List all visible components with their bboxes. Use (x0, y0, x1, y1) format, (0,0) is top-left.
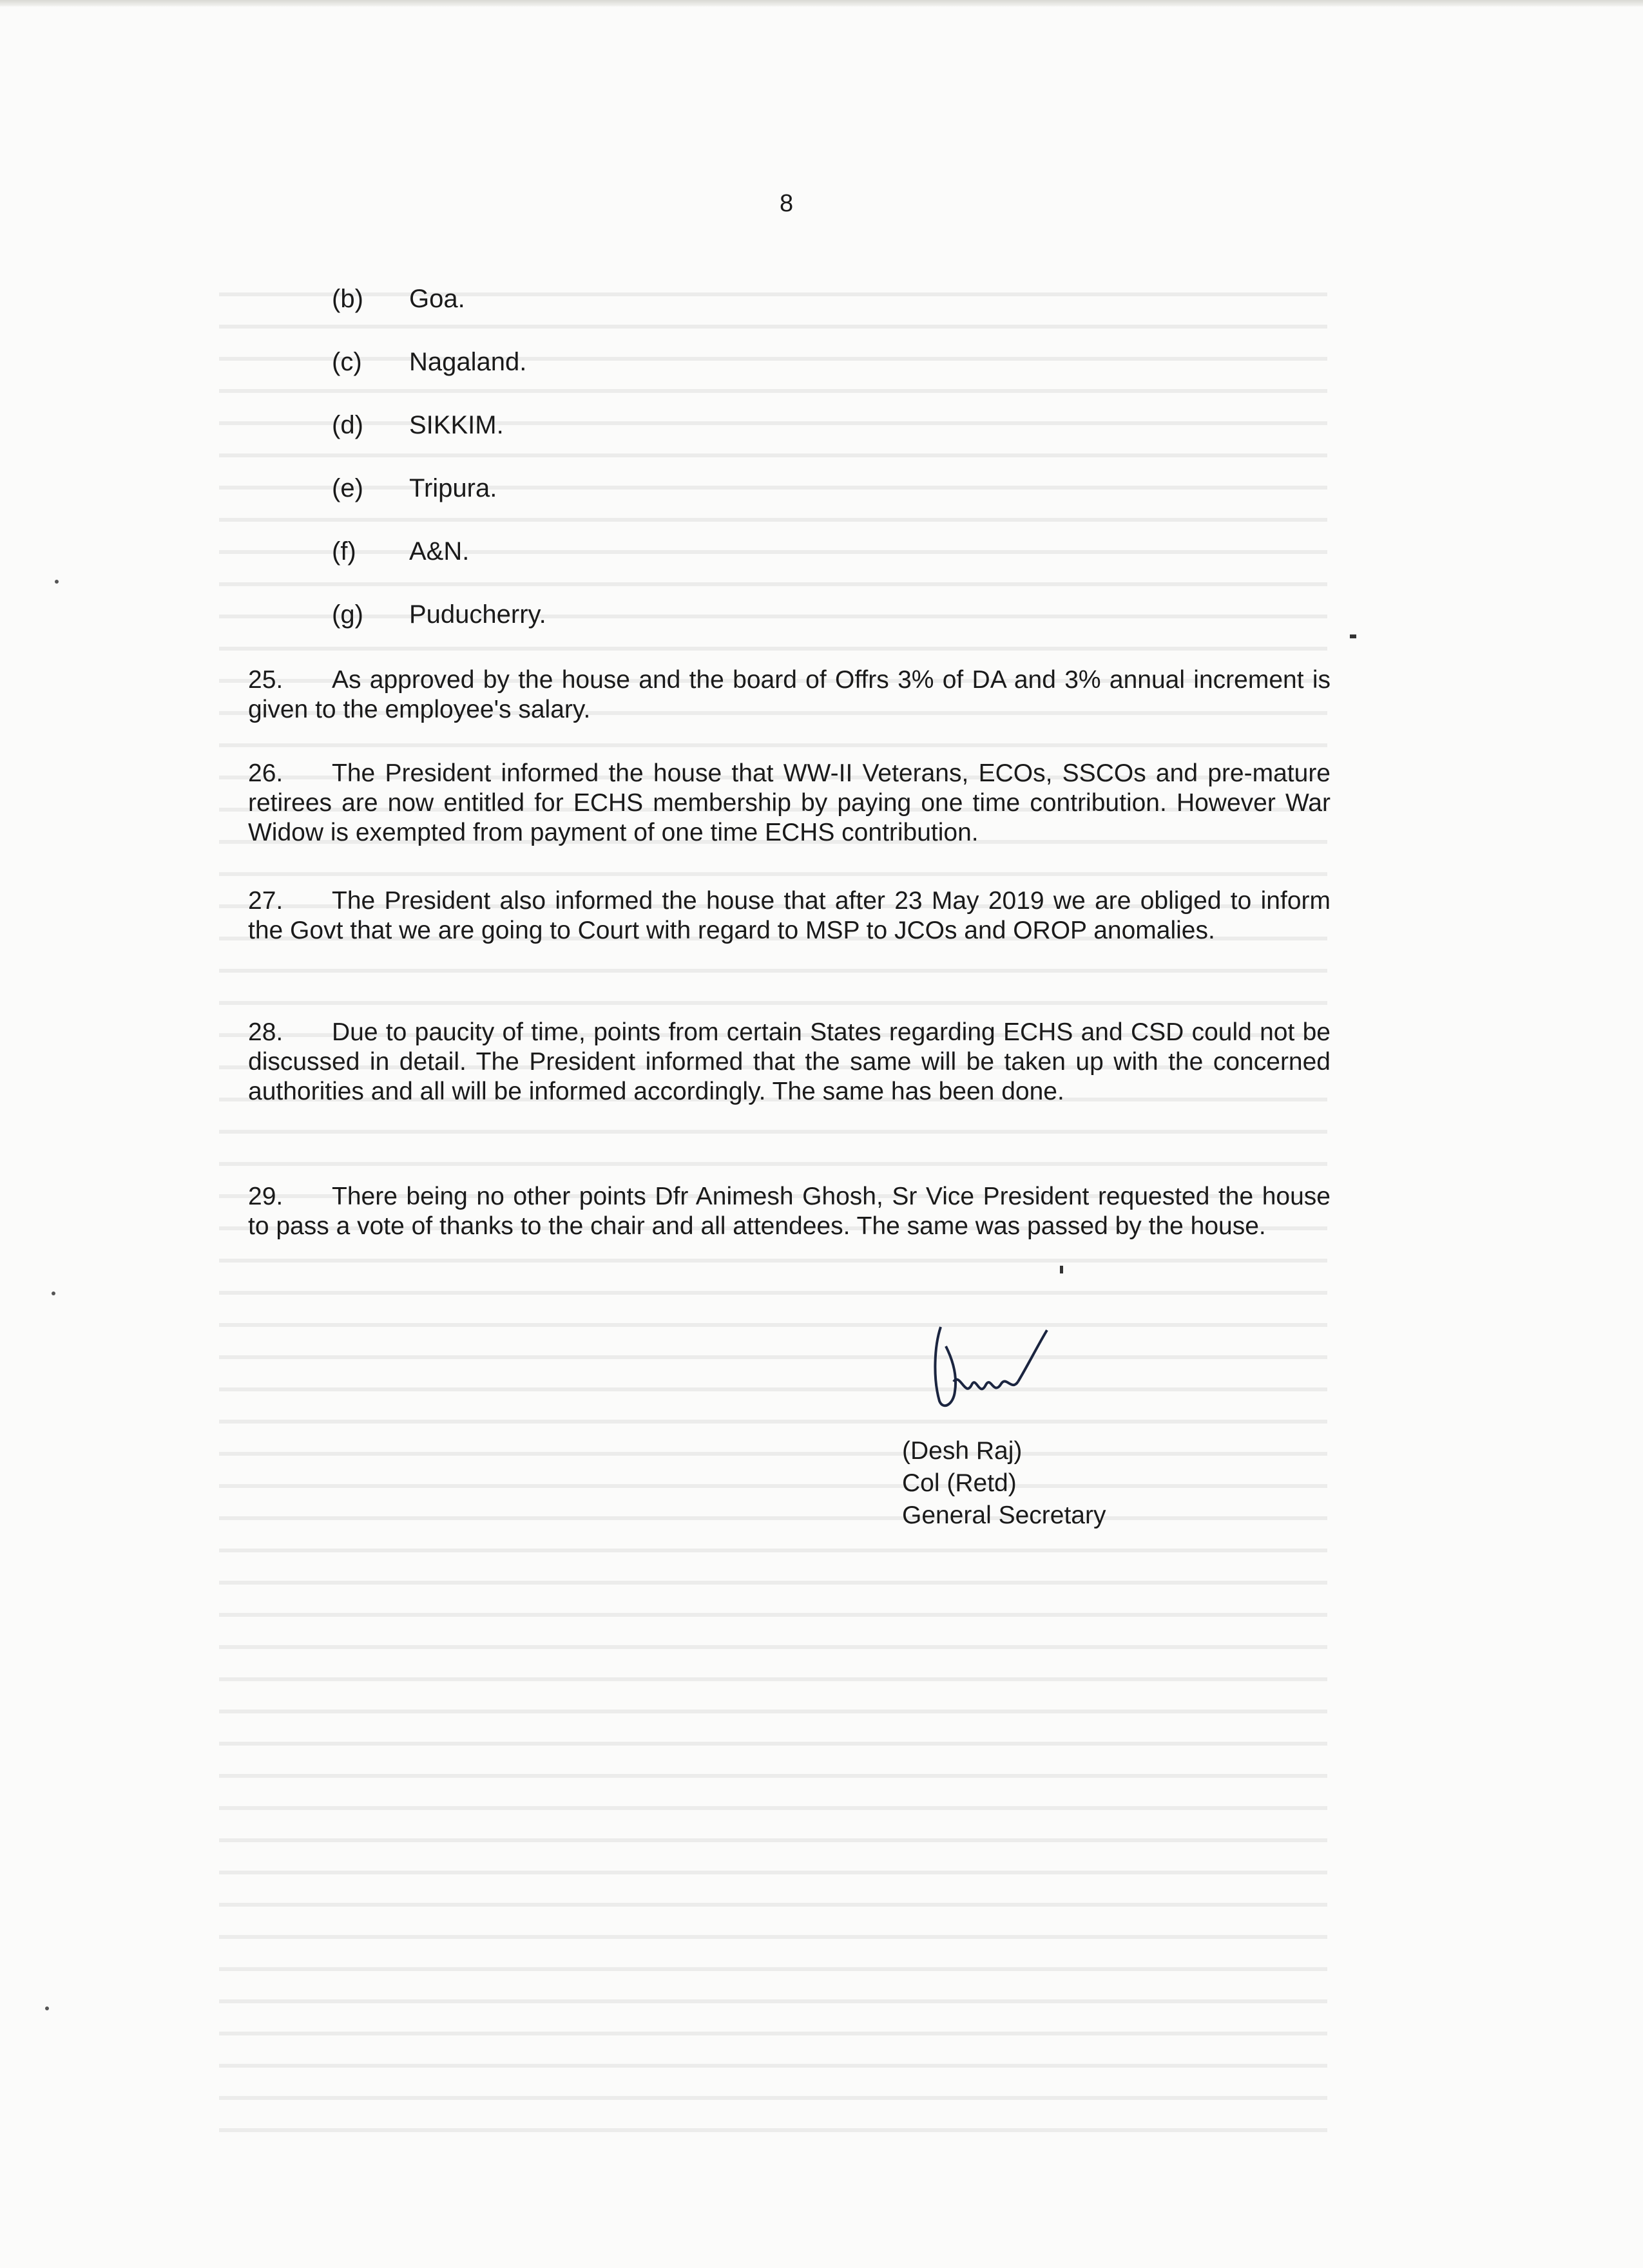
state-name: Puducherry. (409, 600, 546, 629)
paragraph-text: The President informed the house that WW-II Veterans, ECOs, SSCOs and pre-mature retirees are now entitled for ECHS membership by paying one time contribution. However War Widow is exempted from payment of one time ECHS contribution. (248, 759, 1331, 846)
state-label: (e) (332, 474, 363, 502)
minutes-paragraph (248, 1182, 1331, 1241)
paragraph-text: The President also informed the house that after 23 May 2019 we are obliged to inform the Govt that we are going to Court with regard to MSP to JCOs and OROP anomalies. (248, 887, 1331, 944)
state-list-item (332, 283, 465, 314)
state-list-item (332, 410, 504, 441)
scan-speck (1350, 634, 1356, 638)
scan-speck (55, 580, 59, 584)
state-list-item (332, 536, 469, 567)
state-label: (b) (332, 285, 363, 313)
paragraph-text: There being no other points Dfr Animesh Ghosh, Sr Vice President requested the house to pass a vote of thanks to the chair and all attendees. The same was passed by the house. (248, 1183, 1331, 1240)
minutes-paragraph (248, 665, 1331, 725)
scan-speck (1060, 1266, 1063, 1273)
minutes-paragraph (248, 1018, 1331, 1107)
state-name: SIKKIM. (409, 411, 504, 439)
paragraph-text: As approved by the house and the board of Offrs 3% of DA and 3% annual increment is given to the employee's salary. (248, 666, 1331, 723)
paragraph-number: 25. (248, 666, 283, 694)
signatory-name: (Desh Raj) (902, 1437, 1023, 1465)
state-list-item (332, 347, 526, 377)
state-name: Tripura. (409, 474, 497, 502)
scan-top-edge (0, 0, 1643, 6)
handwritten-signature (915, 1320, 1063, 1417)
signatory-rank: Col (Retd) (902, 1469, 1017, 1497)
state-label: (c) (332, 348, 362, 376)
scan-speck (45, 2006, 49, 2010)
paragraph-number: 29. (248, 1183, 283, 1210)
state-label: (g) (332, 600, 363, 629)
paragraph-number: 26. (248, 759, 283, 787)
state-name: Nagaland. (409, 348, 527, 376)
paragraph-text: Due to paucity of time, points from certain States regarding ECHS and CSD could not be discussed in detail. The President informed that the same will be taken up with the concerned authorities and all will be informed accordingly. The same has been done. (248, 1018, 1331, 1105)
state-list-item (332, 473, 497, 504)
signatory-designation: General Secretary (902, 1501, 1106, 1529)
paragraph-number: 28. (248, 1018, 283, 1046)
state-name: Goa. (409, 285, 465, 313)
minutes-paragraph (248, 759, 1331, 848)
state-label: (d) (332, 411, 363, 439)
state-label: (f) (332, 537, 356, 566)
state-list-item (332, 599, 546, 630)
paragraph-number: 27. (248, 887, 283, 915)
state-name: A&N. (409, 537, 470, 566)
minutes-paragraph (248, 886, 1331, 946)
scan-speck (52, 1291, 55, 1295)
page-number: 8 (780, 190, 794, 217)
